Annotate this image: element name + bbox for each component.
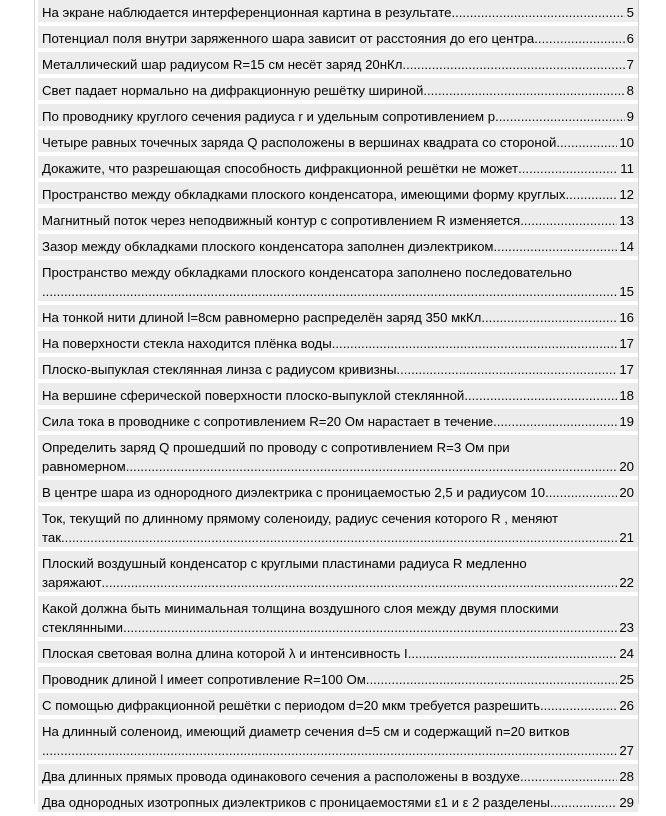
- toc-entry[interactable]: [38, 78, 638, 100]
- toc-entry[interactable]: [38, 435, 638, 476]
- toc-entry[interactable]: [38, 480, 638, 502]
- toc-page-number: 17: [619, 362, 634, 377]
- toc-entry[interactable]: [38, 305, 638, 327]
- toc-entry[interactable]: [38, 208, 638, 230]
- table-of-contents: [38, 0, 638, 816]
- toc-entry-title: Потенциал поля внутри заряженного шара зависит от расстояния до его центра: [42, 31, 535, 46]
- toc-entry[interactable]: [38, 764, 638, 786]
- toc-page-number: 8: [626, 83, 634, 98]
- toc-entry[interactable]: [38, 641, 638, 663]
- dot-leader: [408, 644, 618, 663]
- toc-entry-title-continued: стеклянными: [42, 620, 124, 635]
- toc-entry-title-continued: заряжают: [42, 575, 102, 590]
- toc-page-number: 25: [619, 672, 634, 687]
- toc-page-number: 12: [619, 187, 634, 202]
- toc-page-number: 6: [626, 31, 634, 46]
- toc-entry-title: В центре шара из однородного диэлектрика с проницаемостью 2,5 и радиусом 10: [42, 485, 546, 500]
- dot-leader: [406, 55, 625, 74]
- dot-leader: [61, 528, 617, 547]
- toc-page-number: 23: [619, 620, 634, 635]
- toc-entry-title: На поверхности стекла находится плёнка воды: [42, 336, 332, 351]
- toc-entry-title: На вершине сферической поверхности плоско-выпуклой стеклянной: [42, 388, 465, 403]
- dot-leader: [396, 360, 617, 379]
- toc-page-number: 7: [626, 57, 634, 72]
- toc-page-number: 21: [619, 530, 634, 545]
- dot-leader: [520, 767, 617, 786]
- toc-entry[interactable]: [38, 331, 638, 353]
- toc-page-number: 13: [619, 213, 634, 228]
- toc-entry[interactable]: [38, 596, 638, 637]
- dot-leader: [126, 457, 618, 476]
- toc-entry-title: Зазор между обкладками плоского конденсатора заполнен диэлектриком: [42, 239, 494, 254]
- dot-leader: [451, 3, 624, 22]
- toc-page-number: 9: [626, 109, 634, 124]
- toc-entry[interactable]: [38, 719, 638, 760]
- toc-page-number: 14: [619, 239, 634, 254]
- toc-entry[interactable]: [38, 182, 638, 204]
- toc-page-number: 15: [619, 284, 634, 299]
- dot-leader: [534, 29, 624, 48]
- toc-entry-title-continued: равномерном: [42, 459, 126, 474]
- toc-entry-title: Плоская световая волна длина которой λ и интенсивность I: [42, 646, 408, 661]
- toc-entry-title: Металлический шар радиусом R=15 см несёт заряд 20нКл.: [42, 57, 407, 72]
- toc-entry-title: Докажите, что разрешающая способность дифракционной решётки не может: [42, 161, 519, 176]
- toc-entry-title: Сила тока в проводнике с сопротивлением R=20 Ом нарастает в течение: [42, 414, 494, 429]
- toc-entry-title: На тонкой нити длиной l=8см равномерно распределён заряд 350 мкКл: [42, 310, 482, 325]
- toc-page-number: 29: [619, 795, 634, 810]
- toc-entry[interactable]: [38, 234, 638, 256]
- toc-entry-title: Плоско-выпуклая стеклянная линза с радиусом кривизны: [42, 362, 397, 377]
- page-right-rule: [638, 0, 639, 804]
- toc-entry[interactable]: [38, 52, 638, 74]
- dot-leader: [464, 386, 617, 405]
- dot-leader: [495, 107, 625, 126]
- dot-leader: [550, 793, 617, 812]
- dot-leader: [423, 81, 624, 100]
- toc-entry-title: Пространство между обкладками плоского конденсатора заполнено последовательно: [42, 265, 572, 280]
- toc-entry[interactable]: [38, 104, 638, 126]
- toc-page-number: 18: [619, 388, 634, 403]
- toc-page-number: 20: [619, 485, 634, 500]
- dot-leader: [369, 670, 617, 689]
- toc-page-number: 22: [619, 575, 634, 590]
- toc-entry-title: С помощью дифракционной решётки с периодом d=20 мкм требуется разрешить: [42, 698, 541, 713]
- toc-entry-title: Четыре равных точечных заряда Q расположены в вершинах квадрата со стороной: [42, 135, 557, 150]
- toc-page-number: 26: [619, 698, 634, 713]
- dot-leader: [520, 211, 617, 230]
- dot-leader: [481, 308, 617, 327]
- toc-page-number: 11: [620, 161, 634, 176]
- dot-leader: [565, 185, 617, 204]
- toc-entry[interactable]: [38, 790, 638, 812]
- toc-entry-title: На экране наблюдается интерференционная картина в результате: [42, 5, 452, 20]
- dot-leader: [518, 159, 618, 178]
- toc-entry[interactable]: [38, 383, 638, 405]
- dot-leader: [493, 412, 617, 431]
- toc-page-number: 17: [619, 336, 634, 351]
- toc-entry-title: Магнитный поток через неподвижный контур с сопротивлением R изменяется: [42, 213, 521, 228]
- dot-leader: [556, 133, 617, 152]
- toc-entry[interactable]: [38, 0, 638, 22]
- toc-entry-title: На длинный соленоид, имеющий диаметр сечения d=5 см и содержащий n=20 витков: [42, 724, 570, 739]
- toc-entry-title: Свет падает нормально на дифракционную решётку шириной: [42, 83, 424, 98]
- toc-page-number: 5: [626, 5, 634, 20]
- toc-entry[interactable]: [38, 506, 638, 547]
- toc-entry[interactable]: [38, 260, 638, 301]
- toc-entry[interactable]: [38, 551, 638, 592]
- dot-leader: [42, 282, 617, 301]
- toc-page-number: 27: [619, 743, 634, 758]
- toc-entry-title: Определить заряд Q прошедший по проводу с сопротивлением R=3 Ом при: [42, 440, 510, 455]
- toc-entry-title: Два длинных прямых провода одинакового сечения а расположены в воздухе: [42, 769, 520, 784]
- dot-leader: [102, 573, 618, 592]
- toc-entry[interactable]: [38, 357, 638, 379]
- toc-entry[interactable]: [38, 130, 638, 152]
- toc-page-number: 24: [619, 646, 634, 661]
- toc-page-number: 19: [619, 414, 634, 429]
- toc-page-number: 16: [619, 310, 634, 325]
- toc-entry[interactable]: [38, 156, 638, 178]
- toc-entry[interactable]: [38, 667, 638, 689]
- toc-entry[interactable]: [38, 26, 638, 48]
- dot-leader: [494, 237, 618, 256]
- toc-entry-title: Проводник длиной l имеет сопротивление R=100 Ом.: [42, 672, 370, 687]
- toc-entry-title: Какой должна быть минимальная толщина воздушного слоя между двумя плоскими: [42, 601, 559, 616]
- dot-leader: [332, 334, 618, 353]
- toc-page-number: 20: [619, 459, 634, 474]
- toc-entry-title-continued: так: [42, 530, 61, 545]
- dot-leader: [123, 618, 617, 637]
- toc-entry-title: Ток, текущий по длинному прямому соленоиду, радиус сечения которого R , меняют: [42, 511, 559, 526]
- toc-entry-title: По проводнику круглого сечения радиуса r и удельным сопротивлением p: [42, 109, 496, 124]
- toc-page-number: 10: [619, 135, 634, 150]
- toc-page-number: 28: [619, 769, 634, 784]
- toc-entry-title: Плоский воздушный конденсатор с круглыми пластинами радиуса R медленно: [42, 556, 527, 571]
- dot-leader: [545, 483, 617, 502]
- toc-entry[interactable]: [38, 693, 638, 715]
- page-left-margin: [0, 0, 35, 804]
- toc-entry-title: Пространство между обкладками плоского конденсатора, имеющими форму круглых: [42, 187, 566, 202]
- toc-entry[interactable]: [38, 409, 638, 431]
- dot-leader: [540, 696, 617, 715]
- toc-entry-title: Два однородных изотропных диэлектриков с проницаемостями ε1 и ε 2 разделены: [42, 795, 550, 810]
- dot-leader: [42, 741, 617, 760]
